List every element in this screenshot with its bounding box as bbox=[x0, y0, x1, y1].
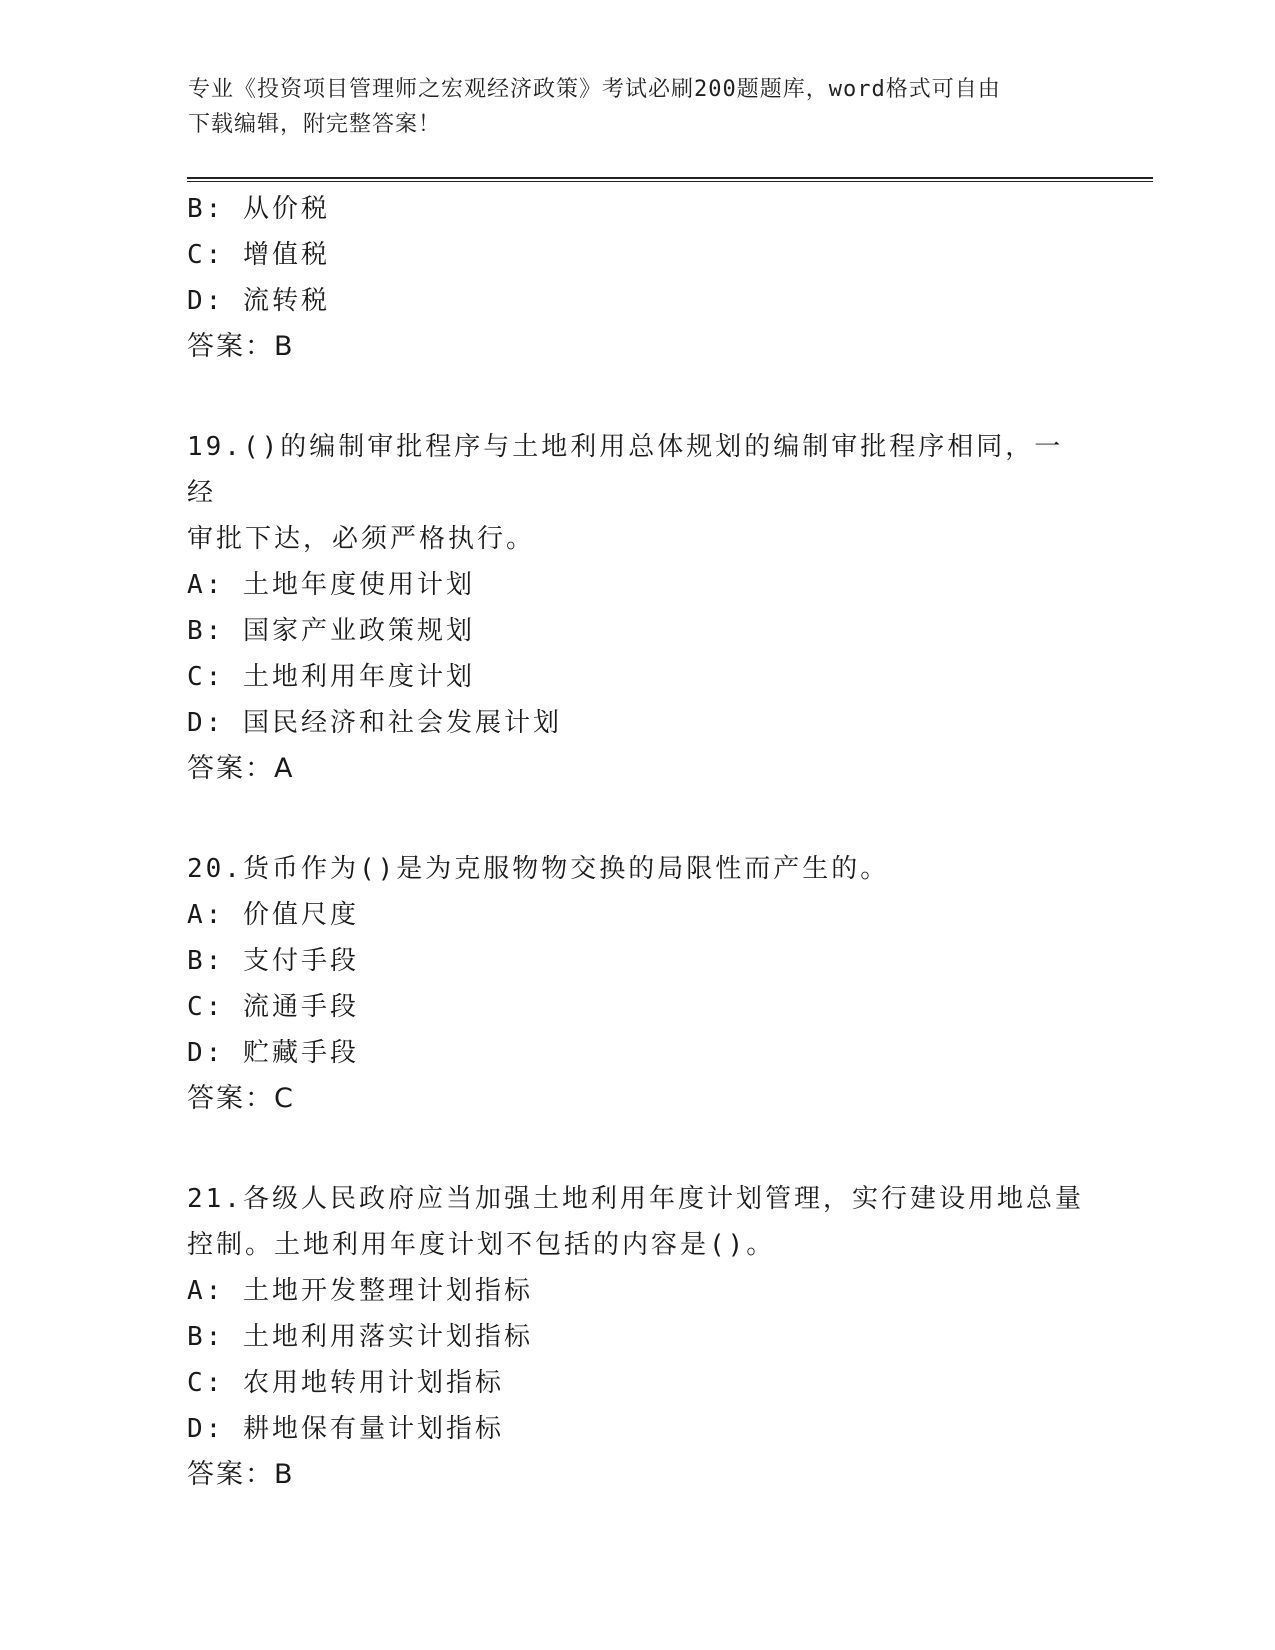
option-a: A: 土地开发整理计划指标 bbox=[187, 1276, 533, 1306]
option-d: D: 贮藏手段 bbox=[187, 1038, 359, 1068]
question-spacer bbox=[187, 792, 1087, 846]
answer-line: 答案：B bbox=[187, 1459, 295, 1490]
option-d: D: 耕地保有量计划指标 bbox=[187, 1414, 504, 1444]
header-line-1: 专业《投资项目管理师之宏观经济政策》考试必刷200题题库，word格式可自由 bbox=[188, 77, 1001, 102]
header-line-2: 下载编辑，附完整答案！ bbox=[188, 112, 442, 137]
option-c: C: 增值税 bbox=[187, 240, 330, 270]
option-c: C: 流通手段 bbox=[187, 992, 359, 1022]
question-19 bbox=[187, 424, 1087, 792]
answer-line: 答案：A bbox=[187, 753, 295, 784]
option-a: A: 价值尺度 bbox=[187, 900, 359, 930]
answer-line: 答案：B bbox=[187, 331, 295, 362]
option-b: B: 国家产业政策规划 bbox=[187, 616, 475, 646]
answer-line: 答案：C bbox=[187, 1083, 295, 1114]
question-stem-line: 控制。土地利用年度计划不包括的内容是()。 bbox=[187, 1230, 776, 1260]
document-header bbox=[188, 72, 1068, 142]
option-b: B: 从价税 bbox=[187, 194, 330, 224]
question-list bbox=[187, 186, 1087, 1498]
question-21 bbox=[187, 1176, 1087, 1498]
previous-question-tail bbox=[187, 186, 1087, 370]
question-stem-line: 20.货币作为()是为克服物物交换的局限性而产生的。 bbox=[187, 854, 890, 884]
option-d: D: 国民经济和社会发展计划 bbox=[187, 708, 562, 738]
question-spacer bbox=[187, 370, 1087, 424]
question-stem-line: 21.各级人民政府应当加强土地利用年度计划管理，实行建设用地总量 bbox=[187, 1184, 1084, 1214]
option-b: B: 土地利用落实计划指标 bbox=[187, 1322, 533, 1352]
question-spacer bbox=[187, 1122, 1087, 1176]
option-d: D: 流转税 bbox=[187, 286, 330, 316]
question-stem-line: 19.()的编制审批程序与土地利用总体规划的编制审批程序相同，一经 bbox=[187, 432, 1064, 508]
header-divider bbox=[187, 177, 1153, 182]
question-20 bbox=[187, 846, 1087, 1122]
option-c: C: 土地利用年度计划 bbox=[187, 662, 475, 692]
option-a: A: 土地年度使用计划 bbox=[187, 570, 475, 600]
option-c: C: 农用地转用计划指标 bbox=[187, 1368, 504, 1398]
question-stem-line: 审批下达，必须严格执行。 bbox=[187, 524, 536, 554]
option-b: B: 支付手段 bbox=[187, 946, 359, 976]
